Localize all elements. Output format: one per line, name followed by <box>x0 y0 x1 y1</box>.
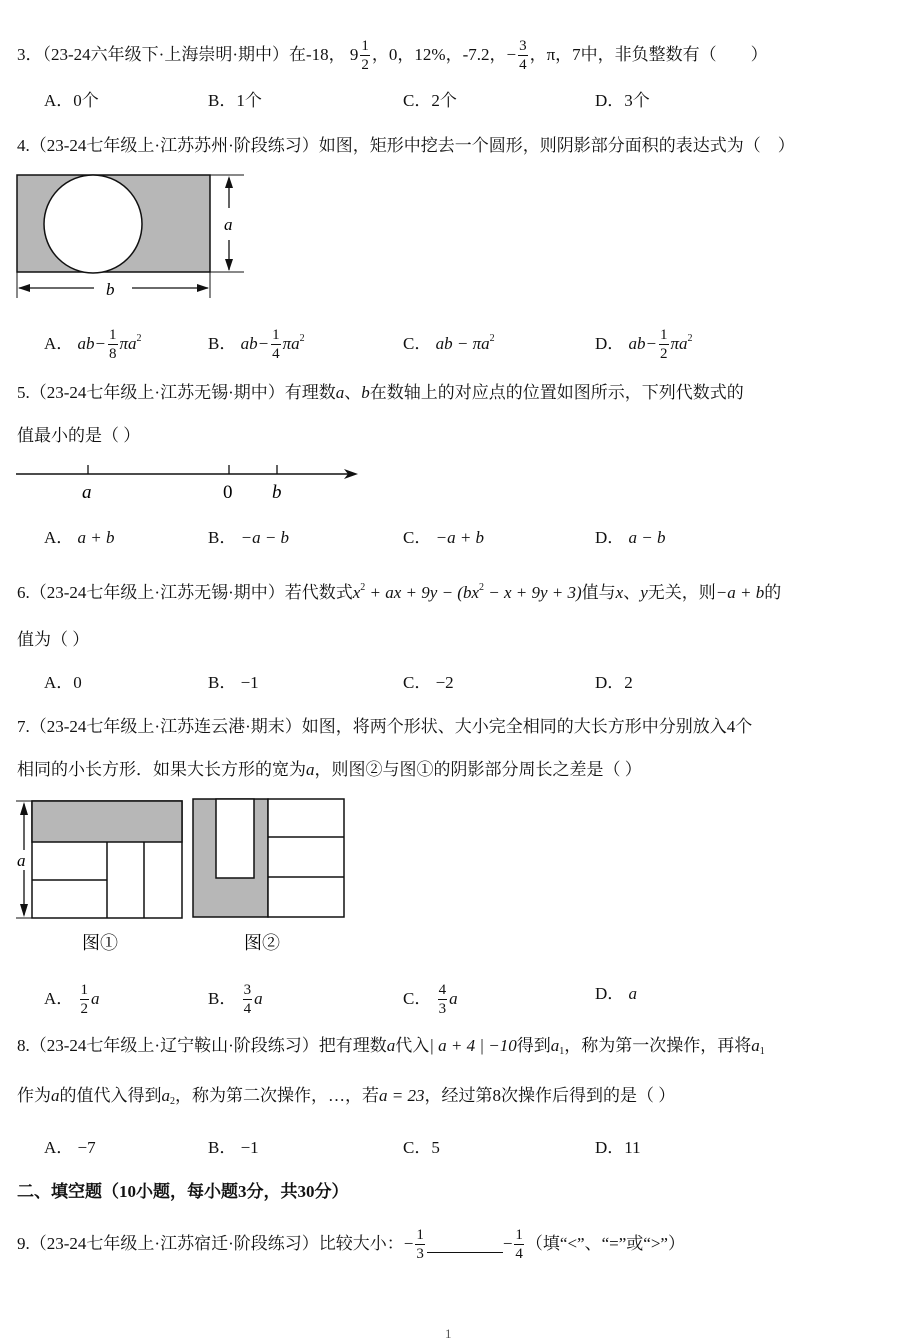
option-c[interactable]: C． ab − $\pi a^2$ <box>403 333 495 353</box>
option-b[interactable]: B． ab− $\frac{1}{4}$ $\pi a^2$ <box>208 327 305 363</box>
section-title: 二、填空题（10小题，每小题3分，共30分） <box>17 1182 349 1201</box>
option-b[interactable]: B． −1 <box>208 673 259 692</box>
question-number: 5. <box>17 383 30 402</box>
question-number: 6. <box>17 583 30 602</box>
stem-text: 如图，矩形中挖去一个圆形，则阴影部分面积的表达式为（ ） <box>318 136 795 155</box>
option-a[interactable]: A． −7 <box>44 1138 96 1157</box>
option-c[interactable]: C． −2 <box>403 673 454 692</box>
question-7-stem-line2: 相同的小长方形．如果大长方形的宽为a，则图②与图①的阴影部分周长之差是（ ） <box>17 760 642 779</box>
question-number: 3． <box>17 44 43 64</box>
question-source: （23-24七年级上·江苏宿迁·阶段练习） <box>29 1233 319 1253</box>
rectangles-figure <box>14 795 354 960</box>
figure-1-shade <box>32 801 182 842</box>
fraction: $\frac{1}{2}$ <box>361 38 369 73</box>
page-number: 1 <box>445 1326 452 1341</box>
number-line <box>14 460 364 505</box>
question-source: （23-24七年级上·江苏苏州·阶段练习） <box>29 136 319 155</box>
option-a[interactable]: A．0个 <box>44 91 99 110</box>
question-4-stem <box>17 135 795 157</box>
option-a[interactable]: A．0 <box>44 673 82 692</box>
question-6-stem-line2: 值为（ ） <box>17 630 90 649</box>
question-9-stem: 9.（23-24七年级上·江苏宿迁·阶段练习）比较大小：− $\frac{1}{3}$ − $\frac{1}{4}$ （填“<”、“=”或“>”） <box>17 1227 685 1262</box>
side-label: a <box>17 851 26 870</box>
option-b[interactable]: B． −a − b <box>208 528 290 547</box>
question-source: （23-24七年级上·江苏连云港·期末） <box>29 717 302 736</box>
question-6-stem: 6.（23-24七年级上·江苏无锡·期中）若代数式$x^2$ + ax + $9y - (bx^2 - x + 9y + 3)$值与x、y无关，则−a + b的 <box>17 582 782 602</box>
circle <box>44 175 142 273</box>
option-c[interactable]: C． $\frac{4}{3}$ a <box>403 982 458 1017</box>
answer-blank[interactable] <box>427 1238 503 1253</box>
option-d[interactable]: D．3个 <box>595 91 650 110</box>
figure-2-rect <box>268 799 344 917</box>
option-d[interactable]: D． a <box>595 984 638 1003</box>
option-c[interactable]: C． −a + b <box>403 528 485 547</box>
question-number: 9. <box>17 1233 30 1253</box>
question-7-stem: 7.（23-24七年级上·江苏连云港·期末）如图，将两个形状、大小完全相同的大长方形中分别放入4个 <box>17 717 753 736</box>
option-a[interactable]: A． ab− $\frac{1}{8}$ $\pi a^2$ <box>44 327 142 363</box>
caption-figure-2: 图② <box>244 933 280 953</box>
fraction: $\frac{3}{4}$ <box>519 38 527 73</box>
question-8-stem: 8.（23-24七年级上·辽宁鞍山·阶段练习）把有理数a代入| a + 4 | −10得到$a_1$，称为第一次操作，再将$a_1$ <box>17 1036 765 1057</box>
stem-text: 在-18， <box>288 44 346 64</box>
option-c[interactable]: C．5 <box>403 1138 440 1157</box>
question-number: 8. <box>17 1036 30 1055</box>
question-8-stem-line2: 作为a的值代入得到$a_2$，称为第二次操作，…，若a = 23，经过第8次操作后得到的是（ ） <box>17 1086 676 1107</box>
question-5-stem-line2: 值最小的是（ ） <box>17 426 141 445</box>
option-a[interactable]: A． a + b <box>44 528 115 547</box>
question-source: （23-24六年级下·上海崇明·期中） <box>42 44 289 64</box>
rectangle-circle-figure <box>14 170 249 302</box>
question-source: （23-24七年级上·江苏无锡·期中） <box>29 383 285 402</box>
height-label: a <box>224 215 233 234</box>
option-d[interactable]: D．2 <box>595 673 633 692</box>
mixed-whole: 9 <box>349 44 359 64</box>
option-d[interactable]: D． a − b <box>595 528 666 547</box>
option-d[interactable]: D． ab− $\frac{1}{2}$ $\pi a^2$ <box>595 327 693 363</box>
question-5-stem: 5.（23-24七年级上·江苏无锡·期中）有理数a、b在数轴上的对应点的位置如图所示，下列代数式的 <box>17 383 744 402</box>
label-0: 0 <box>223 482 233 503</box>
option-b[interactable]: B． −1 <box>208 1138 259 1157</box>
question-source: （23-24七年级上·江苏无锡·期中） <box>29 583 285 602</box>
option-b[interactable]: B． $\frac{3}{4}$ a <box>208 982 263 1017</box>
question-number: 7. <box>17 717 30 736</box>
label-a: a <box>82 482 92 503</box>
option-b[interactable]: B．1个 <box>208 91 262 110</box>
stem-text: ，π，7中，非负整数有（ ） <box>529 44 768 64</box>
question-3-stem <box>17 39 768 73</box>
option-d[interactable]: D．11 <box>595 1138 641 1157</box>
label-b: b <box>272 482 282 503</box>
caption-figure-1: 图① <box>82 933 118 953</box>
width-label: b <box>106 280 115 299</box>
stem-text: ，0，12%，-7.2， <box>371 44 507 64</box>
option-c[interactable]: C．2个 <box>403 91 457 110</box>
option-a[interactable]: A． $\frac{1}{2}$ a <box>44 982 100 1017</box>
question-number: 4. <box>17 136 30 155</box>
minus-sign: − <box>506 44 517 64</box>
question-source: （23-24七年级上·辽宁鞍山·阶段练习） <box>29 1036 319 1055</box>
